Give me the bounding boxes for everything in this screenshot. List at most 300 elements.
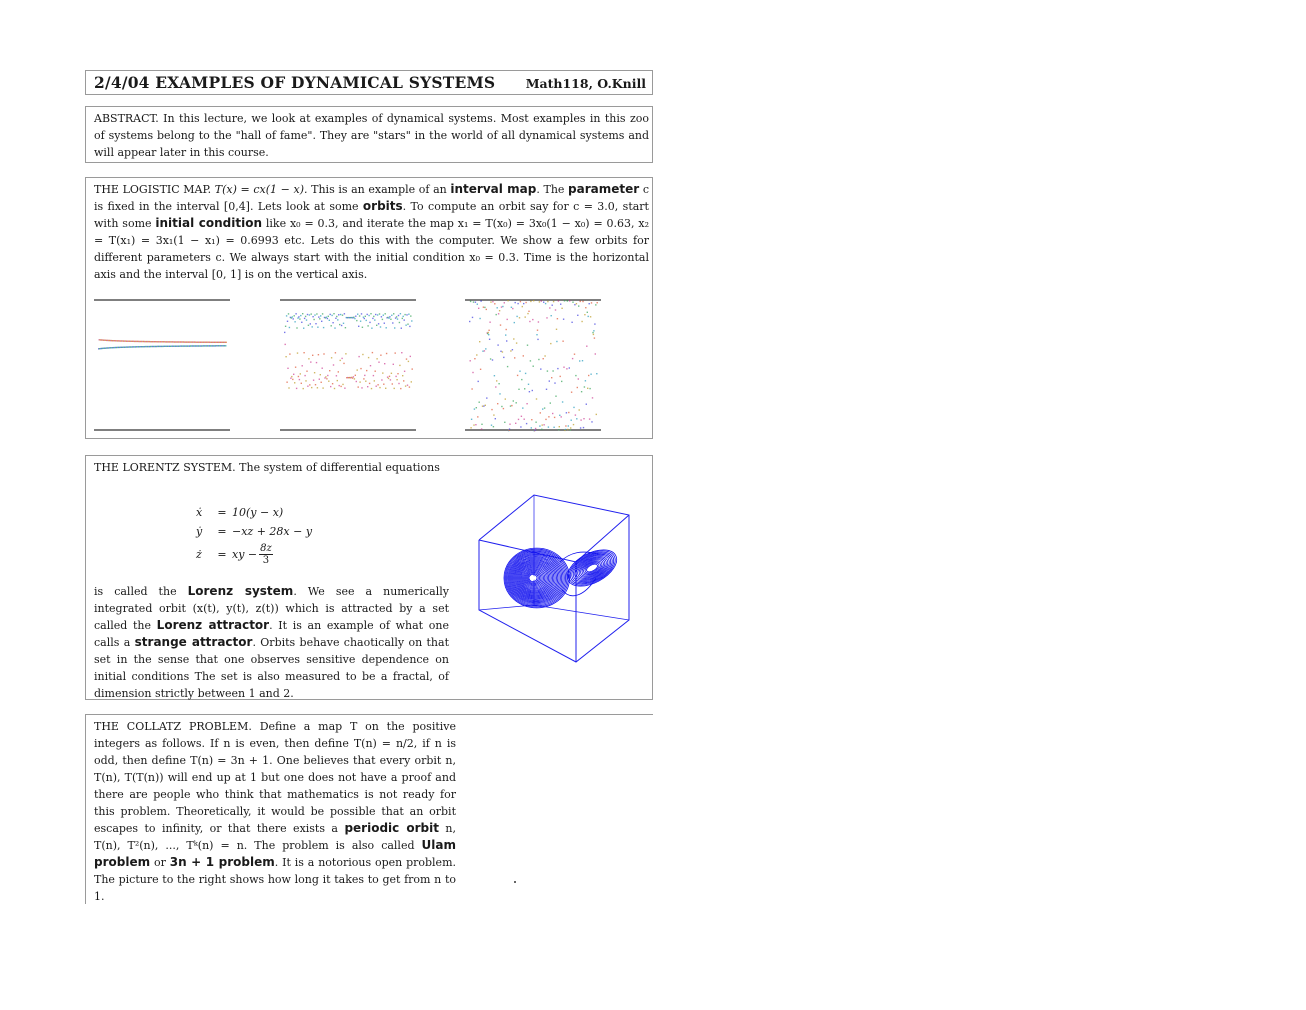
orbit-point: [340, 314, 341, 315]
orbit-point: [543, 302, 544, 303]
orbit-point: [308, 325, 309, 326]
orbit-point: [327, 318, 328, 319]
orbit-point: [543, 424, 544, 425]
orbit-point: [492, 301, 493, 302]
orbit-point: [357, 369, 358, 370]
orbit-point: [579, 409, 580, 410]
orbit-point: [589, 388, 590, 389]
orbit-point: [307, 386, 308, 387]
orbit-point: [341, 358, 342, 359]
orbit-point: [557, 318, 558, 319]
orbit-point: [472, 317, 473, 318]
lorentz-intro-text: The system of differential equations: [239, 461, 440, 474]
orbit-point: [294, 321, 295, 322]
orbit-point: [490, 301, 491, 302]
orbit-point: [505, 334, 506, 335]
orbit-point: [377, 314, 378, 315]
orbit-point: [374, 319, 375, 320]
orbit-point: [291, 376, 292, 377]
orbit-point: [535, 428, 536, 429]
orbit-point: [393, 313, 394, 314]
orbit-point: [360, 368, 361, 369]
orbit-point: [500, 351, 501, 352]
orbit-point: [296, 388, 297, 389]
orbit-point: [488, 332, 489, 333]
orbit-point: [404, 371, 405, 372]
orbit-point: [476, 354, 477, 355]
orbit-point: [518, 419, 519, 420]
orbit-point: [507, 366, 508, 367]
orbit-point: [336, 375, 337, 376]
orbit-point: [313, 319, 314, 320]
orbit-loop: [563, 544, 620, 592]
orbit-point: [478, 381, 479, 382]
title-box: [85, 70, 653, 95]
orbit-point: [366, 320, 367, 321]
orbit-point: [521, 379, 522, 380]
logistic-s5: like x₀ = 0.3, and iterate the map x₁ = T(x₀) = 3x₀(1 − x₀) = 0.63, x₂ = T(x₁) = 3x₁(1 − x₁) = 0.6993 etc. Lets do this with the computer. We show a few orbits for different parameters c. We always start with the initial condition x₀ = 0.3. Time is the horizontal axis and the interval [0, 1] is on the vertical axis.: [94, 217, 649, 281]
orbit-point: [399, 365, 400, 366]
orbit-point: [287, 321, 288, 322]
orbit-point: [405, 385, 406, 386]
orbit-point: [380, 326, 381, 327]
orbit-point: [365, 316, 366, 317]
orbit-point: [523, 303, 524, 304]
orbit-point: [343, 323, 344, 324]
orbit-point: [561, 416, 562, 417]
orbit-point: [303, 328, 304, 329]
orbit-point: [522, 306, 523, 307]
orbit-point: [517, 375, 518, 376]
orbit-point: [587, 312, 588, 313]
logistic-s1: This is an example of an: [311, 183, 447, 196]
orbit-point: [519, 317, 520, 318]
orbit-point: [368, 357, 369, 358]
collatz-s1: Define a map T on the positive integers as follows. If n is even, then define T(n) = n/2, if n is odd, then define T(n) = 3n + 1. One believes that every orbit n, T(n), T(T(n)) will end up at 1 but one does not have a proof and there are people who think that mathematics is not ready for this problem. Theoretically, it would be possible that an orbit escapes to infinity, or that there exists a: [94, 720, 457, 835]
orbit-point: [593, 330, 594, 331]
orbit-point: [357, 314, 358, 315]
eq1-rhs: 10(y − x): [232, 506, 284, 519]
orbit-point: [519, 371, 520, 372]
orbit-point: [596, 373, 597, 374]
orbit-point: [295, 313, 296, 314]
orbit-point: [288, 313, 289, 314]
orbit-point: [500, 324, 501, 325]
orbit-point: [309, 384, 310, 385]
orbit-point: [547, 301, 548, 302]
orbit-point: [323, 353, 324, 354]
orbit-point: [531, 427, 532, 428]
term-initial-condition: initial condition: [155, 216, 263, 230]
orbit-point: [293, 374, 294, 375]
orbit-point: [340, 360, 341, 361]
orbit-point: [566, 412, 567, 413]
orbit-point: [395, 352, 396, 353]
lorenz-orbit: [504, 542, 623, 607]
orbit-point: [389, 316, 390, 317]
equation-x: [196, 503, 312, 522]
orbit-point: [355, 375, 356, 376]
orbit-point: [481, 428, 482, 429]
orbit-point: [358, 356, 359, 357]
orbit-point: [482, 406, 483, 407]
orbit-point: [285, 344, 286, 345]
orbit-point: [312, 316, 313, 317]
lorentz-s3: . It is an example of what one calls a: [94, 619, 449, 649]
term-strange-attractor: strange attractor: [134, 635, 253, 649]
term-orbits: orbits: [362, 199, 403, 213]
orbit-point: [517, 303, 518, 304]
orbit-point: [484, 307, 485, 308]
orbit-point: [376, 325, 377, 326]
orbit-point: [551, 315, 552, 316]
orbit-point: [555, 309, 556, 310]
abstract-section: [85, 106, 653, 163]
orbit-point: [375, 314, 376, 315]
orbit-point: [394, 388, 395, 389]
orbit-point: [339, 385, 340, 386]
orbit-point: [514, 357, 515, 358]
orbit-point: [570, 427, 571, 428]
orbit-point: [406, 314, 407, 315]
orbit-point: [479, 318, 480, 319]
orbit-point: [335, 318, 336, 319]
orbit-point: [539, 301, 540, 302]
orbit-point: [567, 429, 568, 430]
orbit-point: [396, 379, 397, 380]
orbit-point: [564, 300, 565, 301]
orbit-point: [371, 328, 372, 329]
orbit-point: [398, 383, 399, 384]
orbit-point: [381, 379, 382, 380]
orbit-point: [470, 360, 471, 361]
orbit-point: [472, 372, 473, 373]
orbit-point: [573, 407, 574, 408]
orbit-point: [481, 424, 482, 425]
orbit-point: [533, 366, 534, 367]
orbit-point: [380, 355, 381, 356]
orbit-point: [320, 315, 321, 316]
orbit-point: [359, 381, 360, 382]
orbit-point: [310, 323, 311, 324]
orbit-point: [306, 319, 307, 320]
orbit-point: [342, 315, 343, 316]
orbit-point: [528, 384, 529, 385]
orbit-point: [545, 419, 546, 420]
orbit-point: [470, 427, 471, 428]
orbit-point: [358, 326, 359, 327]
orbit-point: [344, 313, 345, 314]
orbit-point: [298, 316, 299, 317]
orbit-point: [292, 379, 293, 380]
collatz-heading: THE COLLATZ PROBLEM.: [94, 720, 252, 733]
orbit-point: [321, 321, 322, 322]
orbit-point: [367, 325, 368, 326]
orbit-point: [374, 380, 375, 381]
orbit-point: [592, 397, 593, 398]
orbit-point: [505, 398, 506, 399]
orbit-point: [550, 343, 551, 344]
orbit-point: [535, 422, 536, 423]
orbit-point: [408, 361, 409, 362]
orbit-point: [477, 416, 478, 417]
orbit-point: [506, 329, 507, 330]
orbit-point: [574, 354, 575, 355]
orbit-point: [370, 365, 371, 366]
orbit-point: [395, 317, 396, 318]
orbit-point: [590, 374, 591, 375]
orbit-point: [562, 401, 563, 402]
orbit-point: [542, 408, 543, 409]
orbit-point: [390, 319, 391, 320]
orbit-point: [491, 409, 492, 410]
orbit-point: [502, 351, 503, 352]
orbit-point: [318, 354, 319, 355]
orbit-point: [353, 376, 354, 377]
orbit-point: [482, 351, 483, 352]
orbit-point: [552, 413, 553, 414]
orbit-point: [373, 375, 374, 376]
orbit-point: [561, 381, 562, 382]
orbit-point: [587, 388, 588, 389]
orbit-point: [378, 362, 379, 363]
orbit-point: [576, 303, 577, 304]
page-title: 2/4/04 EXAMPLES OF DYNAMICAL SYSTEMS: [94, 73, 496, 92]
orbit-point: [387, 377, 388, 378]
eq1-lhs: ẋ: [196, 506, 203, 519]
orbit-point: [315, 323, 316, 324]
orbit-point: [315, 384, 316, 385]
orbit-point: [540, 368, 541, 369]
orbit-point: [333, 364, 334, 365]
orbit-point: [352, 377, 353, 378]
orbit-point: [389, 376, 390, 377]
orbit-point: [589, 303, 590, 304]
orbit-point: [565, 429, 566, 430]
eq3-rhs: xy −: [232, 547, 258, 561]
orbit-point: [393, 364, 394, 365]
orbit-point: [411, 320, 412, 321]
orbit-point: [476, 407, 477, 408]
orbit-point: [337, 380, 338, 381]
course-author: Math118, O.Knill: [525, 76, 646, 91]
orbit-point: [405, 325, 406, 326]
orbit-point: [586, 346, 587, 347]
eq2-lhs: ẏ: [196, 525, 203, 538]
orbit-point: [305, 316, 306, 317]
orbit-plot-1: [94, 297, 230, 437]
orbit-point: [304, 318, 305, 319]
orbit-point: [334, 388, 335, 389]
orbit-point: [549, 380, 550, 381]
lorentz-s1: is called the: [94, 585, 177, 598]
orbit-point: [494, 375, 495, 376]
orbit-point: [403, 316, 404, 317]
orbit-point: [299, 379, 300, 380]
orbit-point: [584, 314, 585, 315]
orbit-point: [540, 412, 541, 413]
orbit-point: [582, 360, 583, 361]
orbit-point: [581, 321, 582, 322]
orbit-point: [529, 391, 530, 392]
orbit-point: [474, 358, 475, 359]
orbit-point: [399, 322, 400, 323]
orbit-point: [332, 383, 333, 384]
orbit-point: [301, 383, 302, 384]
logistic-s2: . The: [536, 183, 565, 196]
orbit-point: [478, 308, 479, 309]
orbit-point: [328, 381, 329, 382]
orbit-point: [577, 387, 578, 388]
orbit-point: [356, 320, 357, 321]
orbit-point: [502, 306, 503, 307]
orbit-point: [361, 313, 362, 314]
orbit-point: [312, 355, 313, 356]
orbit-point: [572, 302, 573, 303]
orbit-point: [582, 301, 583, 302]
orbit-point: [304, 375, 305, 376]
orbit-point: [410, 315, 411, 316]
orbit-point: [390, 379, 391, 380]
orbit-point: [575, 375, 576, 376]
orbit-point: [546, 317, 547, 318]
orbit-point: [565, 425, 566, 426]
orbit-point: [325, 376, 326, 377]
orbit-point: [480, 300, 481, 301]
orbit-point: [292, 316, 293, 317]
orbit-point: [549, 307, 550, 308]
orbit-point: [342, 384, 343, 385]
orbit-point: [305, 380, 306, 381]
orbit-point: [338, 314, 339, 315]
orbit-point: [590, 316, 591, 317]
orbit-point: [485, 405, 486, 406]
orbit-point: [588, 316, 589, 317]
orbit-point: [513, 400, 514, 401]
orbit-point: [588, 375, 589, 376]
orbit-point: [571, 392, 572, 393]
orbit-point: [570, 429, 571, 430]
orbit-point: [385, 388, 386, 389]
orbit-point: [494, 303, 495, 304]
orbit-point: [496, 380, 497, 381]
orbit-point: [377, 384, 378, 385]
collatz-figure-mark: [514, 881, 516, 883]
orbit-point: [364, 318, 365, 319]
orbit-point: [536, 398, 537, 399]
orbit-plot-2: [280, 297, 416, 437]
orbit-point: [335, 352, 336, 353]
orbit-point: [507, 319, 508, 320]
orbit-point: [527, 313, 528, 314]
orbit-point: [553, 427, 554, 428]
orbit-point: [548, 416, 549, 417]
orbit-point: [366, 370, 367, 371]
orbit-point: [289, 353, 290, 354]
orbit-point: [533, 300, 534, 301]
orbit-point: [522, 407, 523, 408]
orbit-point: [575, 414, 576, 415]
orbit-point: [376, 358, 377, 359]
orbit-point: [344, 388, 345, 389]
eq3-sign: =: [217, 547, 227, 561]
orbit-point: [312, 326, 313, 327]
orbit-point: [597, 302, 598, 303]
orbit-point: [583, 418, 584, 419]
orbit-point: [409, 386, 410, 387]
orbit-point: [571, 322, 572, 323]
orbit-point: [379, 387, 380, 388]
orbit-point: [506, 340, 507, 341]
orbit-point: [497, 403, 498, 404]
orbit-point: [574, 304, 575, 305]
orbit-point: [545, 303, 546, 304]
orbit-point: [524, 388, 525, 389]
orbit-point: [317, 327, 318, 328]
orbit-point: [520, 426, 521, 427]
logistic-text: [94, 181, 649, 283]
orbit-point: [552, 305, 553, 306]
orbit-point: [369, 322, 370, 323]
orbit-point: [491, 425, 492, 426]
orbit-point: [569, 300, 570, 301]
orbit-point: [404, 319, 405, 320]
orbit-point: [401, 352, 402, 353]
lorentz-section: [85, 455, 653, 700]
orbit-point: [579, 360, 580, 361]
orbit-point: [314, 314, 315, 315]
orbit-point: [287, 368, 288, 369]
orbit-point: [512, 349, 513, 350]
logistic-s4: . To compute an orbit say for c = 3.0, start with some: [94, 200, 649, 230]
orbit-point: [339, 324, 340, 325]
orbit-point: [475, 302, 476, 303]
orbit-point: [529, 321, 530, 322]
orbit-point: [541, 300, 542, 301]
orbit-point: [353, 317, 354, 318]
orbit-point: [499, 310, 500, 311]
orbit-point: [479, 341, 480, 342]
orbit-point: [495, 386, 496, 387]
orbit-point: [511, 307, 512, 308]
orbit-point: [498, 383, 499, 384]
orbit-point: [285, 326, 286, 327]
orbit-point: [329, 320, 330, 321]
orbit-point: [567, 300, 568, 301]
orbit-point: [591, 421, 592, 422]
orbit-point: [360, 321, 361, 322]
orbit-point: [299, 318, 300, 319]
orbit-point: [331, 315, 332, 316]
orbit-point: [394, 327, 395, 328]
eq3-fraction: [259, 543, 273, 566]
orbit-point: [503, 408, 504, 409]
orbit-point: [563, 319, 564, 320]
orbit-point: [516, 402, 517, 403]
orbit-point: [290, 378, 291, 379]
orbit-point: [226, 342, 227, 343]
orbit-point: [367, 386, 368, 387]
orbit-point: [302, 365, 303, 366]
orbit-point: [537, 339, 538, 340]
orbit-point: [286, 315, 287, 316]
orbit-point: [391, 373, 392, 374]
orbit-point: [559, 415, 560, 416]
orbit-point: [585, 307, 586, 308]
orbit-point: [321, 382, 322, 383]
orbit-point: [547, 370, 548, 371]
orbit-point: [594, 323, 595, 324]
